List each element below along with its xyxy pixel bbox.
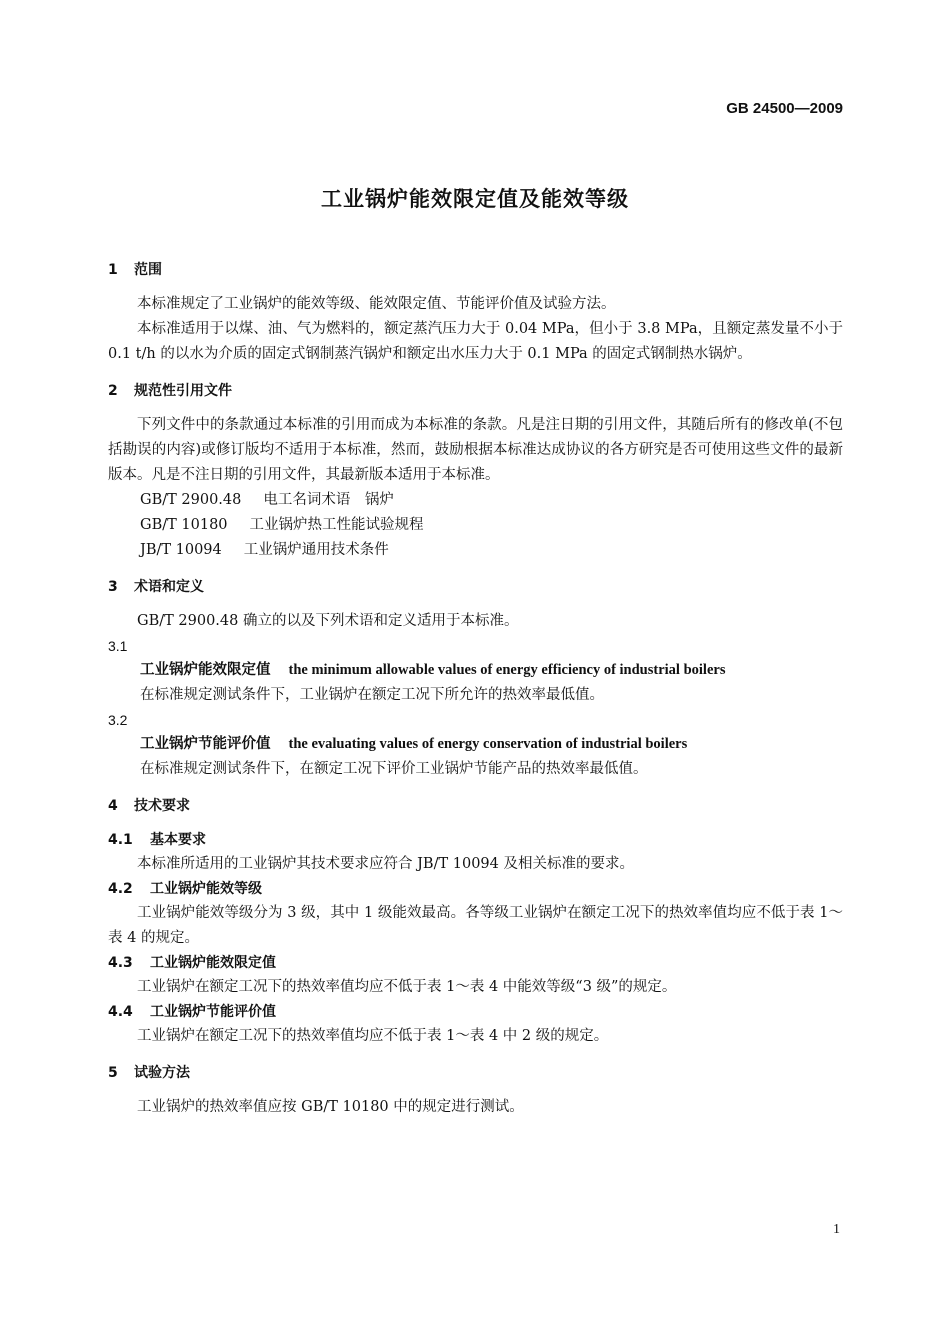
reference-code: GB/T 2900.48 [140, 492, 242, 508]
section-5-paragraph-1: 工业锅炉的热效率值应按 GB/T 10180 中的规定进行测试。 [137, 1099, 524, 1115]
reference-item [108, 513, 843, 538]
term-definition: 在标准规定测试条件下，在额定工况下评价工业锅炉节能产品的热效率最低值。 [140, 761, 648, 777]
section-number: 1 [108, 262, 118, 278]
reference-name: 电工名词术语 锅炉 [263, 492, 394, 508]
reference-item [108, 538, 843, 563]
subsection-title: 工业锅炉能效等级 [150, 881, 262, 897]
subsection-number: 4.1 [108, 832, 133, 848]
section-number: 2 [108, 383, 118, 399]
subsection-number: 4.4 [108, 1004, 133, 1020]
subsection-number: 4.2 [108, 881, 133, 897]
term-definition: 在标准规定测试条件下，工业锅炉在额定工况下所允许的热效率最低值。 [140, 687, 604, 703]
section-1-paragraph-1: 本标准规定了工业锅炉的能效等级、能效限定值、节能评价值及试验方法。 [137, 296, 616, 312]
term-heading [108, 732, 843, 757]
subsection-4-2-heading [108, 877, 843, 901]
section-title: 规范性引用文件 [134, 383, 232, 399]
subsection-4-3-heading [108, 951, 843, 975]
reference-name: 工业锅炉通用技术条件 [243, 542, 389, 558]
term-chinese: 工业锅炉节能评价值 [140, 736, 271, 752]
section-3-paragraph-1: GB/T 2900.48 确立的以及下列术语和定义适用于本标准。 [137, 613, 519, 629]
subsection-number: 4.3 [108, 955, 133, 971]
term-heading [108, 658, 843, 683]
section-title: 试验方法 [134, 1065, 190, 1081]
document-body [108, 258, 843, 1120]
subsection-4-1-heading [108, 828, 843, 852]
term-english: the evaluating values of energy conservation of industrial boilers [288, 736, 688, 752]
section-title: 范围 [134, 262, 162, 278]
section-title: 技术要求 [134, 798, 190, 814]
subsection-4-2-text: 工业锅炉能效等级分为 3 级，其中 1 级能效最高。各等级工业锅炉在额定工况下的热效率值均应不低于表 1～表 4 的规定。 [108, 905, 843, 946]
term-number: 3.1 [108, 638, 128, 654]
standard-code: GB 24500—2009 [726, 100, 843, 117]
section-1-paragraph-2: 本标准适用于以煤、油、气为燃料的，额定蒸汽压力大于 0.04 MPa，但小于 3.8 MPa，且额定蒸发量不小于 0.1 t/h 的以水为介质的固定式钢制蒸汽锅炉和额定出水压力大于 0.1 MPa 的固定式钢制热水锅炉。 [108, 321, 843, 362]
subsection-4-4-text: 工业锅炉在额定工况下的热效率值均应不低于表 1～表 4 中 2 级的规定。 [137, 1028, 609, 1044]
section-2-paragraph-1: 下列文件中的条款通过本标准的引用而成为本标准的条款。凡是注日期的引用文件，其随后所有的修改单(不包括勘误的内容)或修订版均不适用于本标准，然而，鼓励根据本标准达成协议的各方研究是否可使用这些文件的最新版本。凡是不注日期的引用文件，其最新版本适用于本标准。 [108, 417, 843, 483]
reference-code: GB/T 10180 [140, 517, 228, 533]
subsection-4-3-text: 工业锅炉在额定工况下的热效率值均应不低于表 1～表 4 中能效等级“3 级”的规定。 [137, 979, 677, 995]
subsection-title: 工业锅炉能效限定值 [150, 955, 276, 971]
term-chinese: 工业锅炉能效限定值 [140, 662, 271, 678]
section-2-heading [108, 379, 843, 403]
section-title: 术语和定义 [134, 579, 204, 595]
subsection-title: 工业锅炉节能评价值 [150, 1004, 276, 1020]
section-number: 5 [108, 1065, 118, 1081]
subsection-4-4-heading [108, 1000, 843, 1024]
section-4-heading [108, 794, 843, 818]
page-number: 1 [833, 1222, 840, 1237]
reference-name: 工业锅炉热工性能试验规程 [249, 517, 424, 533]
term-english: the minimum allowable values of energy efficiency of industrial boilers [288, 662, 726, 678]
reference-item [108, 488, 843, 513]
section-number: 3 [108, 579, 118, 595]
subsection-4-1-text: 本标准所适用的工业锅炉其技术要求应符合 JB/T 10094 及相关标准的要求。 [137, 856, 634, 872]
section-5-heading [108, 1061, 843, 1085]
document-title: 工业锅炉能效限定值及能效等级 [321, 187, 629, 211]
term-number: 3.2 [108, 712, 128, 728]
section-number: 4 [108, 798, 118, 814]
section-1-heading [108, 258, 843, 282]
section-3-heading [108, 575, 843, 599]
reference-code: JB/T 10094 [140, 542, 222, 558]
subsection-title: 基本要求 [150, 832, 206, 848]
